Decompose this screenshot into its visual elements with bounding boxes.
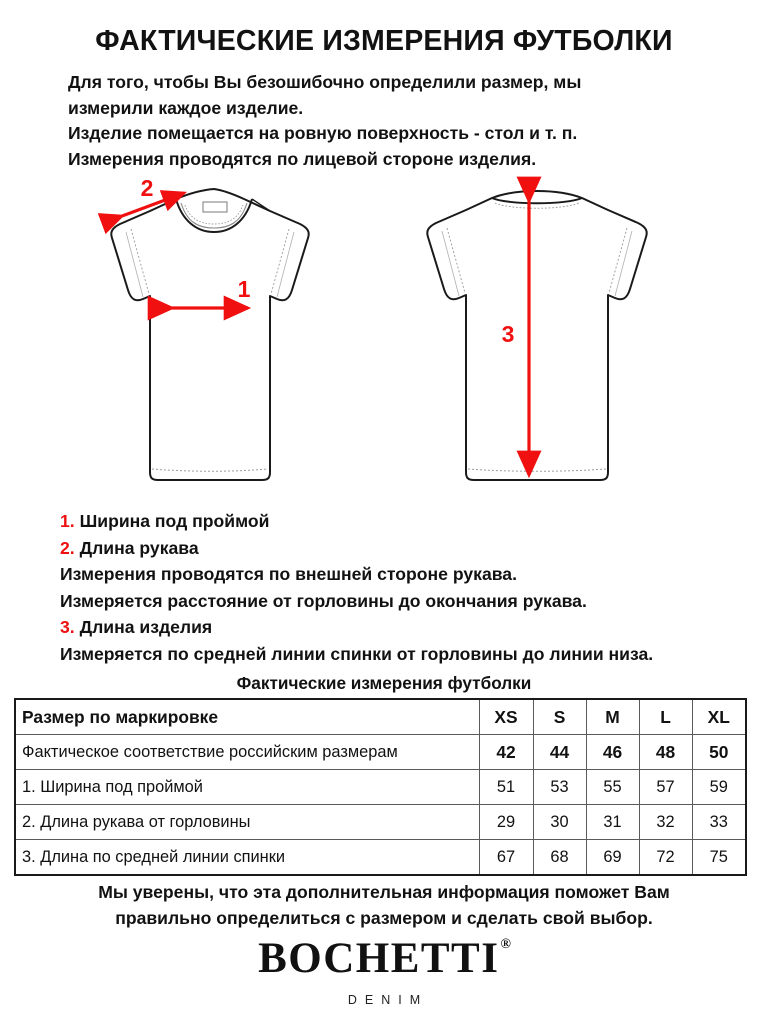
row-ru-size-l: 48: [639, 735, 692, 770]
row-chest-width-l: 57: [639, 770, 692, 805]
page-title: ФАКТИЧЕСКИЕ ИЗМЕРЕНИЯ ФУТБОЛКИ: [95, 25, 673, 57]
footer-line-1: Мы уверены, что эта дополнительная информация поможет Вам: [98, 882, 670, 902]
row-back-length-l: 72: [639, 840, 692, 876]
row-back-length-m: 69: [586, 840, 639, 876]
tshirt-front-illustration: [111, 189, 308, 480]
tshirt-illustrations: [0, 172, 768, 502]
footer-line-2: правильно определиться с размером и сделать свой выбор.: [115, 907, 653, 928]
legend-item-2-text: Длина рукава: [79, 537, 199, 558]
legend-item-3-number: 3.: [60, 617, 75, 637]
table-header-size-s: S: [533, 699, 586, 735]
row-sleeve-length-s: 30: [533, 805, 586, 840]
table-row: [15, 840, 746, 876]
table-header-label: Размер по маркировке: [15, 699, 479, 735]
legend-item-3-note-1: Измеряется по средней линии спинки от горловины до линии низа.: [60, 643, 654, 664]
legend-item-2: [60, 535, 740, 562]
size-table-container: [14, 698, 745, 876]
legend-item-3: [60, 614, 740, 641]
back-body-outline: [427, 191, 646, 480]
table-row: [15, 735, 746, 770]
table-header-size-m: M: [586, 699, 639, 735]
table-row: [15, 805, 746, 840]
legend-item-1-text: Ширина под проймой: [79, 511, 270, 531]
row-label-chest-width: 1. Ширина под проймой: [15, 770, 479, 805]
registered-trademark-icon: ®: [500, 936, 511, 952]
row-chest-width-xs: 51: [479, 770, 533, 805]
table-header-row: [15, 699, 746, 735]
row-chest-width-s: 53: [533, 770, 586, 805]
row-chest-width-xl: 59: [692, 770, 746, 805]
brand-subtitle: DENIM: [347, 993, 429, 1007]
row-sleeve-length-m: 31: [586, 805, 639, 840]
row-label-ru-size: Фактическое соответствие российским размерам: [15, 735, 479, 770]
size-table: [14, 698, 747, 876]
row-ru-size-m: 46: [586, 735, 639, 770]
tshirt-diagram-svg: [0, 172, 768, 502]
table-header-size-xs: XS: [479, 699, 533, 735]
legend-item-2-note-2: Измеряется расстояние от горловины до окончания рукава.: [60, 590, 587, 611]
row-label-back-length: 3. Длина по средней линии спинки: [15, 840, 479, 876]
legend-item-2-number: 2.: [60, 537, 75, 558]
arrow-3-label: 3: [501, 321, 515, 347]
intro-paragraph: [68, 70, 708, 172]
table-header-size-l: L: [639, 699, 692, 735]
row-ru-size-xl: 50: [692, 735, 746, 770]
table-caption: Фактические измерения футболки: [236, 673, 532, 693]
table-header-size-xl: XL: [692, 699, 746, 735]
legend-item-2-note-1: Измерения проводятся по внешней стороне рукава.: [60, 564, 517, 584]
brand-name-text: BOCHETTI: [258, 935, 500, 982]
measurement-legend: [60, 508, 740, 667]
footer-note: [0, 880, 768, 931]
table-row: [15, 770, 746, 805]
row-ru-size-xs: 42: [479, 735, 533, 770]
row-ru-size-s: 44: [533, 735, 586, 770]
tshirt-back-illustration: [427, 191, 646, 480]
row-chest-width-m: 55: [586, 770, 639, 805]
intro-line-4: Измерения проводятся по лицевой стороне изделия.: [68, 148, 537, 169]
row-sleeve-length-xs: 29: [479, 805, 533, 840]
intro-line-3: Изделие помещается на ровную поверхность - стол и т. п.: [68, 123, 578, 143]
brand-name: [258, 937, 510, 980]
legend-item-1: [60, 508, 740, 535]
intro-line-2: измерили каждое изделие.: [68, 97, 304, 118]
row-back-length-xs: 67: [479, 840, 533, 876]
arrow-1-label: 1: [237, 276, 251, 302]
front-label-tag: [203, 202, 227, 212]
row-sleeve-length-l: 32: [639, 805, 692, 840]
legend-item-1-number: 1.: [60, 511, 75, 531]
row-label-sleeve-length: 2. Длина рукава от горловины: [15, 805, 479, 840]
row-sleeve-length-xl: 33: [692, 805, 746, 840]
intro-line-1: Для того, чтобы Вы безошибочно определили размер, мы: [68, 72, 582, 92]
row-back-length-s: 68: [533, 840, 586, 876]
row-back-length-xl: 75: [692, 840, 746, 876]
brand-logo: [0, 937, 768, 1007]
legend-item-3-text: Длина изделия: [79, 617, 213, 637]
arrow-2-label: 2: [140, 175, 154, 201]
